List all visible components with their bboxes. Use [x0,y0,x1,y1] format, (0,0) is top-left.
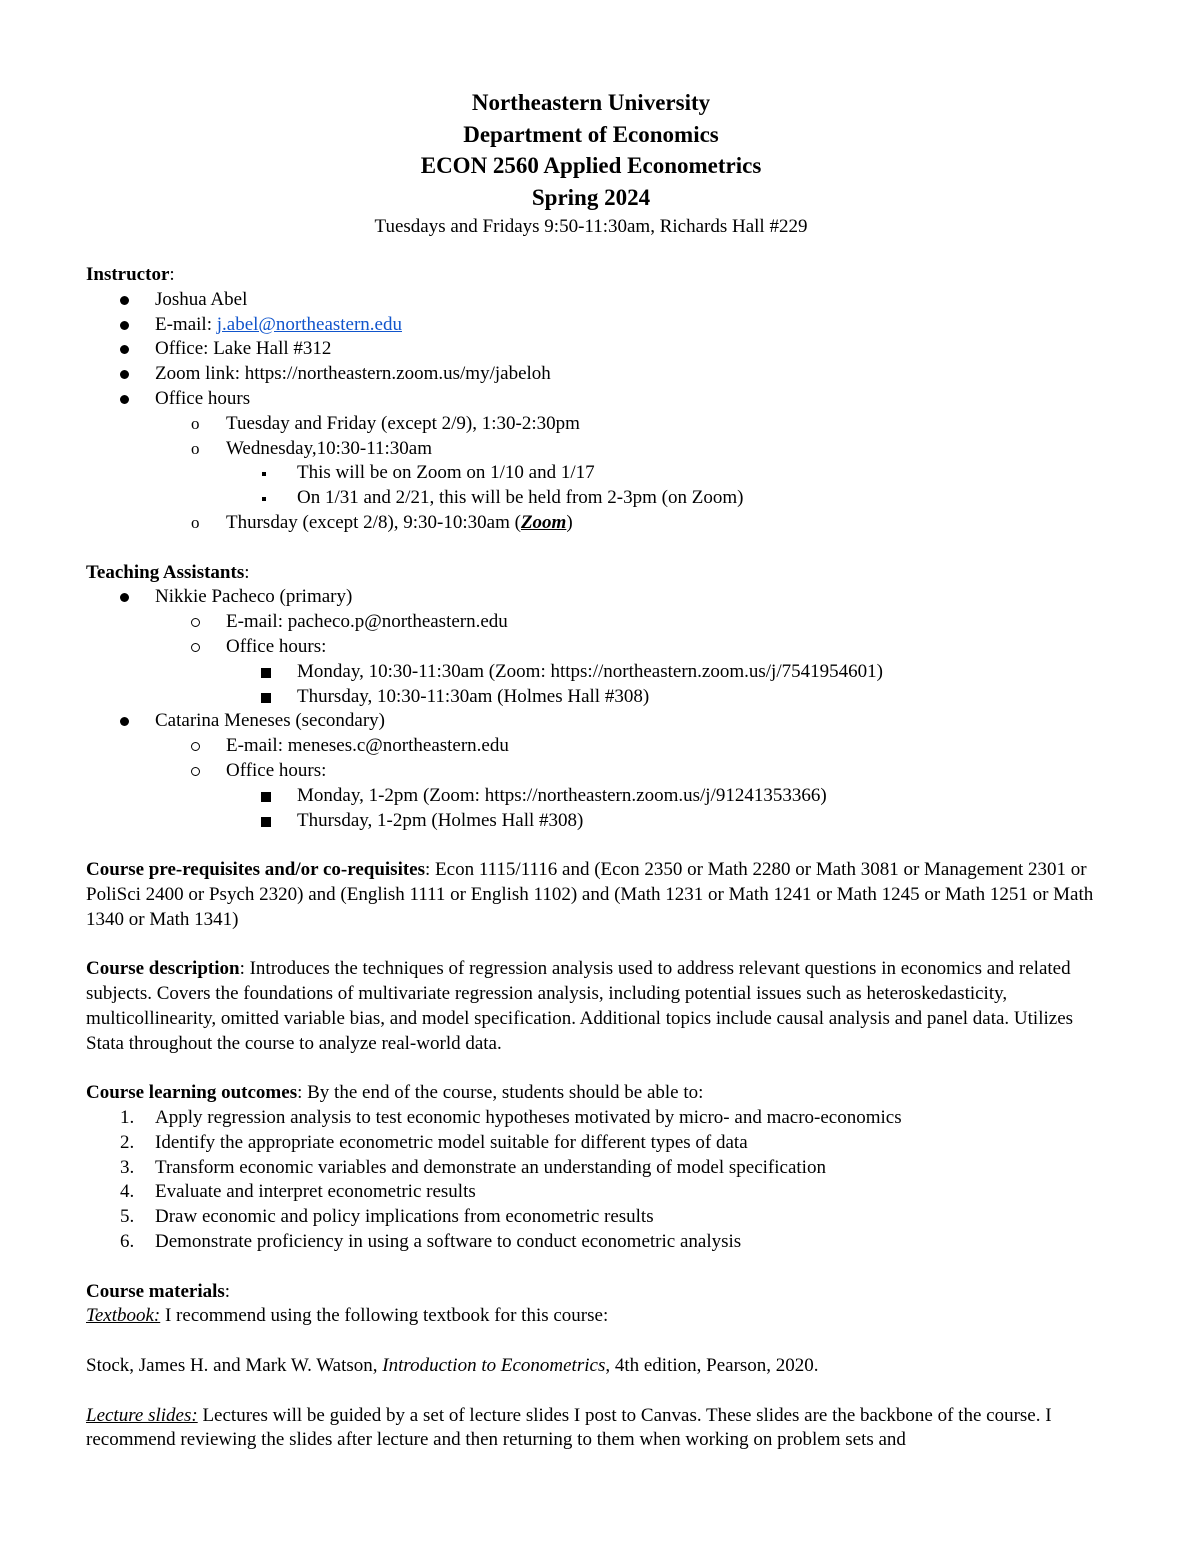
office-hours-label: Office hours [155,387,251,409]
instructor-email-link[interactable]: j.abel@northeastern.edu [216,313,402,335]
materials-heading: Course materials: [86,1280,231,1302]
list-item: Monday, 1-2pm (Zoom: https://northeastern.zoom.us/j/91241353366) [86,784,1096,809]
thursday-zoom-link[interactable]: Zoom [520,511,567,533]
term-title: Spring 2024 [531,184,651,210]
circle-bullet-icon: o [191,438,200,458]
circle-bullet-icon [191,643,200,652]
list-item [86,387,1096,412]
list-item: This will be on Zoom on 1/10 and 1/17 [86,461,1096,486]
class-schedule: Tuesdays and Fridays 9:50-11:30am, Richards Hall #229 [374,216,808,237]
outcomes-list [86,1106,1096,1255]
square-bullet-icon [261,792,271,802]
circle-bullet-icon [191,618,200,627]
list-item: 3. Transform economic variables and demonstrate an understanding of model specification [120,1156,826,1178]
bullet-icon [120,296,129,305]
list-item: 1. Apply regression analysis to test economic hypotheses motivated by micro- and macro-economics [120,1107,902,1129]
ta2-name: Catarina Meneses (secondary) [155,710,386,732]
list-item: 2. Identify the appropriate econometric model suitable for different types of data [120,1131,748,1153]
instructor-office: Office: Lake Hall #312 [155,338,332,360]
list-item: Monday, 10:30-11:30am (Zoom: https://northeastern.zoom.us/j/7541954601) [86,660,1096,685]
bullet-icon [120,717,129,726]
bullet-icon [120,370,129,379]
list-item: o Tuesday and Friday (except 2/9), 1:30-2:30pm [86,412,1096,437]
list-item: 5. Draw economic and policy implications from econometric results [120,1206,654,1228]
list-item: E-mail: meneses.c@northeastern.edu [86,734,1096,759]
department-title: Department of Economics [463,121,719,147]
ta-heading: Teaching Assistants: [86,561,250,583]
list-item [86,362,1096,387]
list-item: On 1/31 and 2/21, this will be held from 2-3pm (on Zoom) [86,486,1096,511]
square-bullet-icon [261,817,271,827]
circle-bullet-icon [191,767,200,776]
list-item: Office hours: [86,759,1096,784]
textbook-label: Textbook: [86,1305,161,1327]
university-title: Northeastern University [471,90,711,115]
slides-label: Lecture slides: [86,1404,198,1426]
prereq-paragraph: Course pre-requisites and/or co-requisites: Econ 1115/1116 and (Econ 2350 or Math 2280 or Math 3081 or Management 2301 or PoliSci 2400 or Psych 2320) and (English 1111 or English 1102) and (Math 1231 or Math 1241 or Math 1245 or Math 1251 or Math 1340 or Math 1341) [86,859,1094,930]
square-bullet-icon [262,472,266,476]
square-bullet-icon [262,497,266,501]
circle-bullet-icon: o [191,413,200,433]
bullet-icon [120,593,129,602]
course-title: ECON 2560 Applied Econometrics [420,153,762,178]
list-item [86,337,1096,362]
instructor-name: Joshua Abel [155,288,248,310]
list-item: o Wednesday,10:30-11:30am [86,437,1096,462]
syllabus-header [86,87,1096,240]
list-item: Thursday, 10:30-11:30am (Holmes Hall #308) [86,685,1096,710]
circle-bullet-icon [191,742,200,751]
instructor-list [86,288,1096,536]
list-item: Office hours: [86,635,1096,660]
description-paragraph: Course description: Introduces the techniques of regression analysis used to address relevant questions in economics and related subjects. Covers the foundations of multivariate regression analysis, including potential issues such as heteroskedasticity, multicollinearity, omitted variable bias, and model specification. Additional topics include causal analysis and panel data. Utilizes Stata throughout the course to analyze real-world data. [86,958,1074,1054]
list-item: 6. Demonstrate proficiency in using a software to conduct econometric analysis [120,1231,742,1253]
textbook-paragraph: Textbook: I recommend using the following textbook for this course: [86,1305,609,1327]
list-item: o Thursday (except 2/8), 9:30-10:30am (Zoom) [86,511,1096,536]
bullet-icon [120,395,129,404]
square-bullet-icon [261,668,271,678]
instructor-zoom: Zoom link: https://northeastern.zoom.us/my/jabeloh [155,363,551,385]
slides-paragraph: Lecture slides: Lectures will be guided by a set of lecture slides I post to Canvas. These slides are the backbone of the course. I recommend reviewing the slides after lecture and then returning to them when working on problem sets and [86,1404,1052,1451]
ta-list [86,585,1096,833]
outcomes-heading: Course learning outcomes: By the end of the course, students should be able to: [86,1082,704,1104]
list-item: 4. Evaluate and interpret econometric results [120,1181,476,1203]
instructor-heading: Instructor: [86,264,175,285]
list-item: Thursday, 1-2pm (Holmes Hall #308) [86,809,1096,834]
bullet-icon [120,321,129,330]
ta1-name: Nikkie Pacheco (primary) [155,586,353,608]
list-item [86,585,1096,610]
list-item: E-mail: j.abel@northeastern.edu [86,313,1096,338]
bullet-icon [120,345,129,354]
circle-bullet-icon: o [191,512,200,532]
list-item: E-mail: pacheco.p@northeastern.edu [86,610,1096,635]
list-item [86,288,1096,313]
square-bullet-icon [261,693,271,703]
list-item [86,709,1096,734]
textbook-citation: Stock, James H. and Mark W. Watson, Introduction to Econometrics, 4th edition, Pearson, 2020. [86,1355,819,1377]
